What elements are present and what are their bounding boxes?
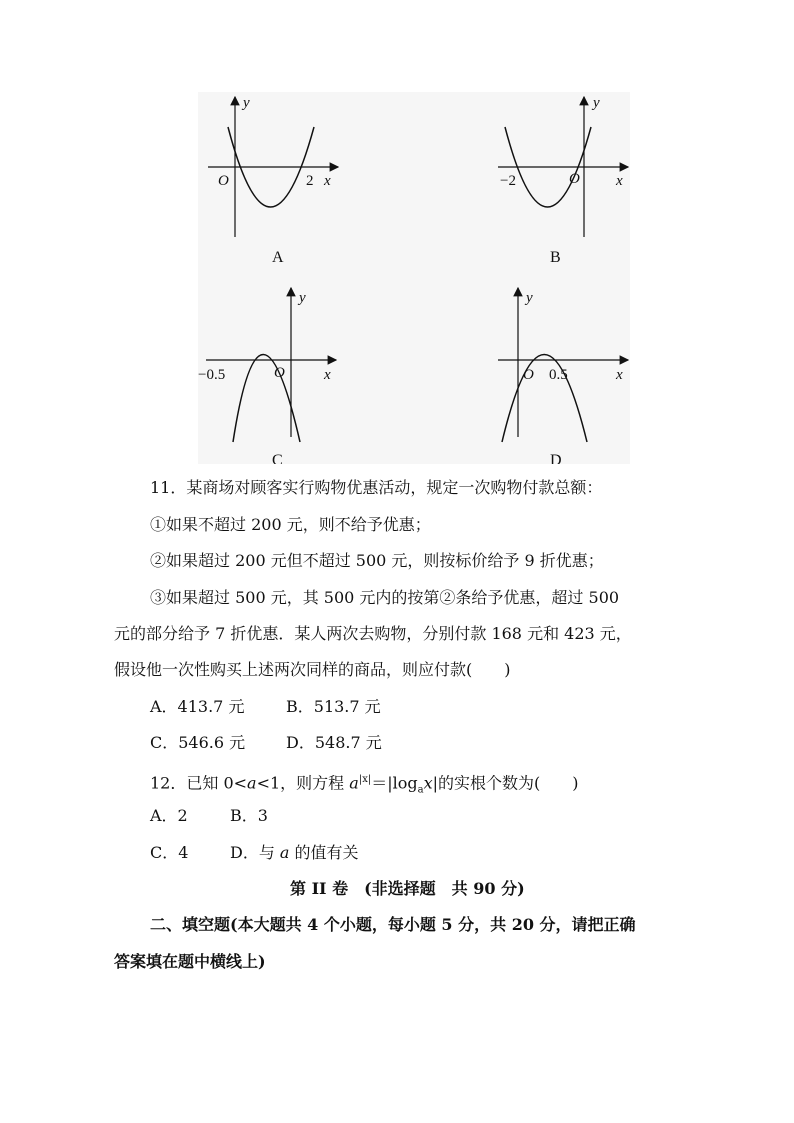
q11-rule-2: ②如果超过 200 元但不超过 500 元，则按标价给予 9 折优惠； (150, 551, 604, 570)
graph-d (498, 288, 628, 464)
q12-prefix: 12．已知 0< (150, 773, 248, 793)
graph-a-caption: A (272, 249, 284, 266)
q12-option-a: A．2 (150, 806, 188, 825)
parabola-d (502, 355, 587, 443)
graph-b-y-label: y (593, 95, 600, 111)
graph-c-caption: C (272, 452, 283, 464)
q11-rule-3-line-1: ③如果超过 500 元，其 500 元内的按第②条给予优惠，超过 500 (150, 588, 620, 607)
graph-b-origin-label: O (569, 171, 580, 187)
graph-b-root-label: −2 (500, 173, 516, 189)
q11-rule-3-line-3: 假设他一次性购买上述两次同样的商品，则应付款( ) (114, 660, 511, 679)
q12-option-c: C．4 (150, 843, 189, 862)
q11-rule-3-line-2: 元的部分给予 7 折优惠．某人两次去购物，分别付款 168 元和 423 元， (114, 624, 632, 643)
graph-a (208, 95, 338, 266)
graph-a-root-label: 2 (306, 173, 314, 189)
q12-var-a: a (247, 773, 257, 793)
q12-mid: <1，则方程 (256, 773, 350, 793)
q12-option-d-prefix: D．与 (230, 843, 280, 862)
graph-b (498, 95, 628, 266)
q12-option-d (230, 843, 359, 863)
graph-c-root-label: −0.5 (198, 367, 226, 383)
graph-d-origin-label: O (523, 367, 534, 383)
graph-d-x-label: x (616, 367, 623, 383)
graph-b-x-label: x (616, 173, 623, 189)
q11-option-a: A．413.7 元 (150, 697, 245, 716)
q12-eq: ＝|log (371, 773, 418, 793)
graph-a-origin-label: O (218, 173, 229, 189)
q12-stem (150, 770, 579, 801)
q11-stem: 11．某商场对顾客实行购物优惠活动，规定一次购物付款总额： (150, 478, 603, 497)
q12-option-d-var: a (279, 843, 290, 862)
graph-d-root-label: 0.5 (549, 367, 568, 383)
q11-option-b: B．513.7 元 (286, 697, 381, 716)
q11-option-d: D．548.7 元 (286, 733, 382, 752)
q12-log-arg: x (423, 773, 433, 793)
q11-rule-1: ①如果不超过 200 元，则不给予优惠； (150, 515, 431, 534)
graph-a-y-label: y (243, 95, 250, 111)
q12-exponent: |x| (358, 774, 372, 785)
section-2-title: 第 II 卷 (非选择题 共 90 分) (290, 879, 525, 898)
graph-d-caption: D (550, 452, 562, 464)
q12-option-d-suffix: 的值有关 (289, 843, 359, 862)
function-graphs (198, 92, 630, 464)
graph-c-y-label: y (299, 290, 306, 306)
function-graphs-panel (198, 92, 630, 464)
graph-a-x-label: x (324, 173, 331, 189)
graph-d-y-label: y (526, 290, 533, 306)
graph-c (198, 288, 336, 464)
graph-c-x-label: x (324, 367, 331, 383)
section-2-heading-line-1: 二、填空题(本大题共 4 个小题，每小题 5 分，共 20 分，请把正确 (150, 915, 636, 934)
q12-base-a: a (349, 773, 359, 793)
q12-suffix: |的实根个数为( ) (432, 773, 579, 793)
parabola-c (233, 355, 300, 443)
q12-log-base: a (417, 784, 424, 796)
graph-b-caption: B (550, 249, 561, 266)
graph-c-origin-label: O (274, 365, 285, 381)
section-2-heading-line-2: 答案填在题中横线上) (114, 952, 266, 971)
q12-option-b: B．3 (230, 806, 268, 825)
q11-option-c: C．546.6 元 (150, 733, 246, 752)
